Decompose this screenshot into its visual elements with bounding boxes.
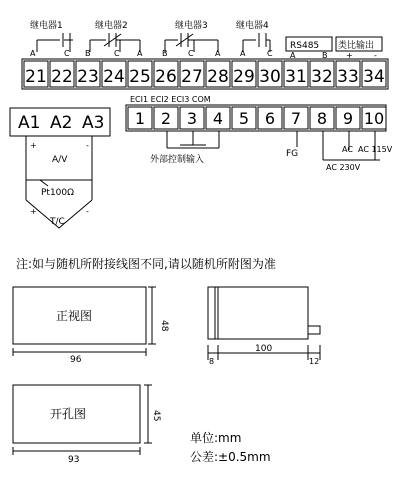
top-terminal-label-28: 28 xyxy=(207,67,229,87)
bottom-terminal-label-8: 8 xyxy=(316,109,328,128)
cutout-width-label: 93 xyxy=(68,455,80,465)
top-terminal-label-30: 30 xyxy=(259,67,281,87)
bottom-terminal-label-7: 7 xyxy=(290,109,302,128)
rs485-pin-a: A xyxy=(290,51,296,60)
relay2-pin-a: A xyxy=(137,49,143,58)
bottom-terminal-label-10: 10 xyxy=(363,109,385,128)
top-terminal-label-31: 31 xyxy=(285,67,307,87)
relay4-label: 继电器4 xyxy=(236,21,269,31)
bottom-terminal-label-3: 3 xyxy=(186,109,198,128)
relay3-pin-b: B xyxy=(162,49,168,58)
unit-label: 单位:mm xyxy=(190,431,242,445)
front-view-label: 正视图 xyxy=(56,309,93,323)
relay4-contact xyxy=(243,33,270,52)
side-d2-label: 100 xyxy=(255,344,273,354)
ac-label: AC xyxy=(342,145,353,154)
ac230-label: AC 230V xyxy=(326,163,361,172)
relay3-pin-c: C xyxy=(188,49,194,58)
bottom-terminal-label-6: 6 xyxy=(264,109,276,128)
relay3-label: 继电器3 xyxy=(175,21,208,31)
av-label: A/V xyxy=(52,155,68,165)
side-d3-label: 12 xyxy=(309,357,320,366)
front-height-label: 48 xyxy=(159,320,169,332)
av-minus: - xyxy=(86,141,89,150)
relay4-pin-a: A xyxy=(240,49,246,58)
top-terminal-label-26: 26 xyxy=(155,67,177,87)
terminal-a1: A1 xyxy=(18,113,41,133)
analog-out-label: 类比输出 xyxy=(338,41,375,51)
rs485-pin-b: B xyxy=(322,51,328,60)
top-terminal-label-34: 34 xyxy=(363,67,385,87)
tc-plus: + xyxy=(30,207,37,216)
top-terminal-label-29: 29 xyxy=(233,67,255,87)
top-terminal-label-21: 21 xyxy=(25,67,47,87)
terminal-a2: A2 xyxy=(50,113,73,133)
top-terminal-label-24: 24 xyxy=(103,67,125,87)
bottom-terminal-label-1: 1 xyxy=(134,109,146,128)
tolerance-label: 公差:±0.5mm xyxy=(190,450,271,464)
tc-minus: - xyxy=(86,207,89,216)
external-control-label: 外部控制输入 xyxy=(150,155,205,165)
top-terminal-label-22: 22 xyxy=(51,67,73,87)
bottom-terminal-label-2: 2 xyxy=(160,109,172,128)
top-terminal-label-32: 32 xyxy=(311,67,333,87)
top-terminal-label-33: 33 xyxy=(337,67,359,87)
rs485-label: RS485 xyxy=(290,41,320,51)
relay2-pin-c: C xyxy=(114,49,120,58)
top-terminal-label-25: 25 xyxy=(129,67,151,87)
fg-label: FG xyxy=(286,149,299,159)
tc-label: T/C xyxy=(50,217,65,227)
pt100-label: Pt100Ω xyxy=(41,188,75,198)
analog-out-minus: - xyxy=(374,51,377,60)
side-view-body xyxy=(208,287,308,339)
note-text: 注:如与随机所附接线图不同,请以随机所附图为准 xyxy=(16,257,276,271)
relay1-pin-a: A xyxy=(30,49,36,58)
terminal-a3: A3 xyxy=(82,113,105,133)
relay3-pin-a: A xyxy=(215,49,221,58)
relay4-pin-c: C xyxy=(267,49,273,58)
relay1-label: 继电器1 xyxy=(30,21,63,31)
side-d1-label: 8 xyxy=(209,357,215,366)
ac115-label: AC 115V xyxy=(358,145,393,154)
relay1-pin-c: C xyxy=(64,49,70,58)
bottom-terminal-label-9: 9 xyxy=(342,109,354,128)
av-plus: + xyxy=(30,141,37,150)
bottom-terminal-label-5: 5 xyxy=(238,109,250,128)
top-terminal-label-23: 23 xyxy=(77,67,99,87)
external-control-wiring xyxy=(167,131,219,148)
front-width-label: 96 xyxy=(70,355,82,365)
cutout-label: 开孔图 xyxy=(50,407,87,421)
cutout-height-label: 45 xyxy=(151,410,161,422)
top-terminal-label-27: 27 xyxy=(181,67,203,87)
eci-header: ECI1 ECI2 ECI3 COM xyxy=(130,95,211,104)
relay2-label: 继电器2 xyxy=(95,21,128,31)
bottom-terminal-label-4: 4 xyxy=(212,109,224,128)
relay2-pin-b: B xyxy=(85,49,91,58)
analog-out-plus: + xyxy=(346,51,353,60)
